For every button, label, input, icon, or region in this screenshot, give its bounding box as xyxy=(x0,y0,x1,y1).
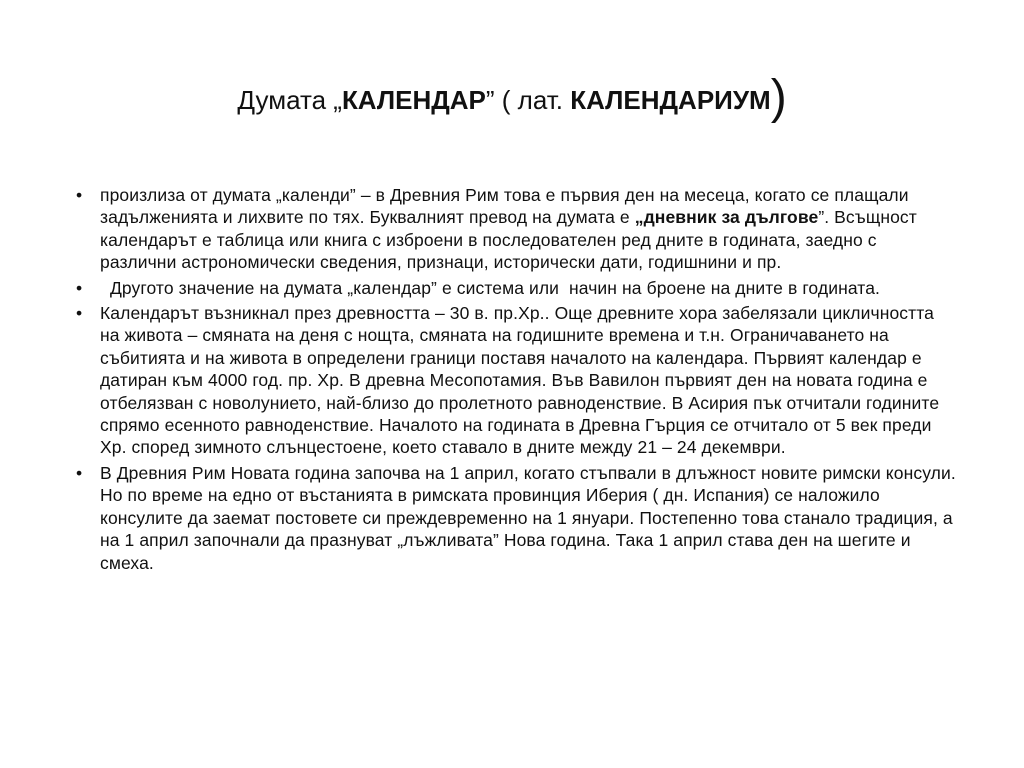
title-text-part-1: Думата „ xyxy=(237,85,342,115)
bullet-marker: • xyxy=(76,303,83,324)
bullet-list xyxy=(76,184,956,577)
title-closing-paren: ) xyxy=(770,71,787,124)
bullet-marker: • xyxy=(76,462,83,483)
title-bold-calendar: КАЛЕНДАР xyxy=(341,85,486,115)
bullet-1-text-end: ”. Всъщност календарът е таблица или книга с изброени в последователен ред дните в годината, заедно с различни астрономически сведения, признаци, исторически дати, годишнини и пр. xyxy=(100,207,917,273)
bullet-item-2 xyxy=(76,277,956,299)
bullet-1-bold-phrase: „дневник за дългове xyxy=(634,207,819,228)
bullet-marker: • xyxy=(76,277,83,298)
bullet-3-text: Календарът възникнал през древността – 30 в. пр.Хр.. Още древните хора забелязали цикличността на живота – смяната на деня с нощта, смяната на годишните времена и т.н. Ограничаването на събитията и на живота в определени граници поставя началото на календара. Първият календар е датиран към 4000 год. пр. Хр. В древна Месопотамия. Във Вавилон първият ден на новата година е отбелязван с новолунието, най-близо до пролетното равноденствие. В Асирия пък отчитали годините спрямо есенното равноденствие. Началото на годината в Древна Гърция се отчитало от 5 век преди Хр. според зимното слънцестоене, което ставало в дните между 21 – 24 декември. xyxy=(100,303,940,458)
bullet-1-text-start: произлиза от думата „календи” – в Древния Рим това е първия ден на месеца, когато се плащали задълженията и лихвите по тях. Буквалният превод на думата е xyxy=(100,185,909,228)
title-text-part-3: ” ( лат. xyxy=(485,85,571,115)
bullet-marker: • xyxy=(76,185,83,205)
bullet-4-text: В Древния Рим Новата година започва на 1 април, когато стъпвали в длъжност новите римски консули. Но по време на едно от въстанията в римската провинция Иберия ( дн. Испания) се наложило консулите да заемат постовете си преждевременно на 1 януари. Постепенно това станало традиция, а на 1 април започнали да празнуват „лъжливата” Нова година. Така 1 април става ден на шегите и смеха. xyxy=(100,462,956,573)
bullet-2-text: Другото значение на думата „календар” е система или начин на броене на дните в годината. xyxy=(100,277,880,298)
slide-title xyxy=(0,70,1024,130)
title-bold-calendarium: КАЛЕНДАРИУМ xyxy=(570,85,771,115)
bullet-item-4 xyxy=(76,462,956,574)
bullet-item-3 xyxy=(76,302,956,459)
bullet-item-1 xyxy=(76,184,956,274)
